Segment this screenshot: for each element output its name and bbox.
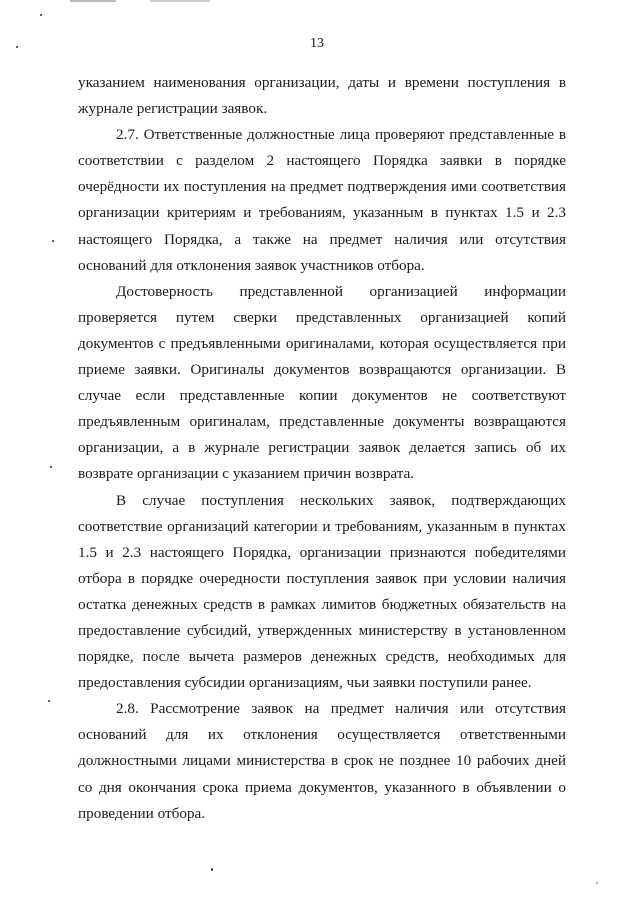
scan-edge-mark — [70, 0, 116, 2]
text-line: оснований для их отклонения осуществляется ответственными — [78, 726, 566, 744]
paragraph — [78, 696, 566, 826]
text-line: оснований для отклонения заявок участников отбора. — [78, 256, 425, 274]
text-line: соответствии с разделом 2 настоящего Порядка заявки в порядке — [78, 152, 566, 170]
text-line: предъявленным оригиналам, представленные документы возвращаются — [78, 413, 566, 431]
paragraph — [78, 488, 566, 697]
scan-speck — [596, 882, 598, 884]
scan-speck — [52, 240, 54, 242]
scan-edge-mark — [150, 0, 210, 2]
paragraph — [78, 70, 566, 122]
text-line: соответствие организаций категории и требованиям, указанным в пунктах — [78, 517, 566, 535]
scan-speck — [40, 14, 42, 16]
text-line: документов с предъявленными оригиналами, которая осуществляется при — [78, 334, 566, 352]
text-line: случае если представленные копии документов не соответствуют — [78, 387, 566, 405]
text-line: отбора в порядке очередности поступления заявок при условии наличия — [78, 569, 566, 587]
text-line: приеме заявки. Оригиналы документов возвращаются организации. В — [78, 361, 566, 379]
text-line: организации критериям и требованиям, указанным в пунктах 1.5 и 2.3 — [78, 204, 566, 222]
text-line: очерёдности их поступления на предмет подтверждения ими соответствия — [78, 178, 566, 196]
text-line: возврате организации с указанием причин возврата. — [78, 465, 415, 483]
text-line: предоставления субсидии организациям, чьи заявки поступили ранее. — [78, 674, 532, 692]
text-line: 1.5 и 2.3 настоящего Порядка, организации признаются победителями — [78, 543, 566, 561]
text-line: со дня окончания срока приема документов, указанного в объявлении о — [78, 778, 566, 796]
text-line: В случае поступления нескольких заявок, подтверждающих — [116, 491, 566, 509]
text-line: 2.7. Ответственные должностные лица проверяют представленные в — [116, 126, 566, 144]
text-line: Достоверность представленной организацией информации — [116, 282, 566, 300]
text-line: организации, а в журнале регистрации заявок делается запись об их — [78, 439, 566, 457]
document-body — [78, 70, 566, 827]
text-line: настоящего Порядка, а также на предмет наличия или отсутствия — [78, 230, 566, 248]
text-line: проведении отбора. — [78, 804, 206, 822]
text-line: указанием наименования организации, даты и времени поступления в — [78, 74, 566, 91]
paragraph — [78, 279, 566, 488]
scan-speck — [48, 700, 50, 702]
text-line: журнале регистрации заявок. — [78, 100, 268, 118]
text-line: предоставление субсидий, утвержденных министерству в установленном — [78, 621, 566, 639]
page-number: 13 — [310, 36, 324, 51]
scan-speck — [211, 868, 213, 871]
text-line: остатка денежных средств в рамках лимитов бюджетных обязательств на — [78, 595, 566, 613]
text-line: должностными лицами министерства в срок не позднее 10 рабочих дней — [78, 752, 566, 770]
text-line: порядке, после вычета размеров денежных средств, необходимых для — [78, 648, 566, 666]
text-line: проверяется путем сверки представленных организацией копий — [78, 308, 566, 326]
scan-speck — [50, 466, 52, 468]
text-line: 2.8. Рассмотрение заявок на предмет наличия или отсутствия — [116, 700, 566, 718]
paragraph — [78, 122, 566, 279]
